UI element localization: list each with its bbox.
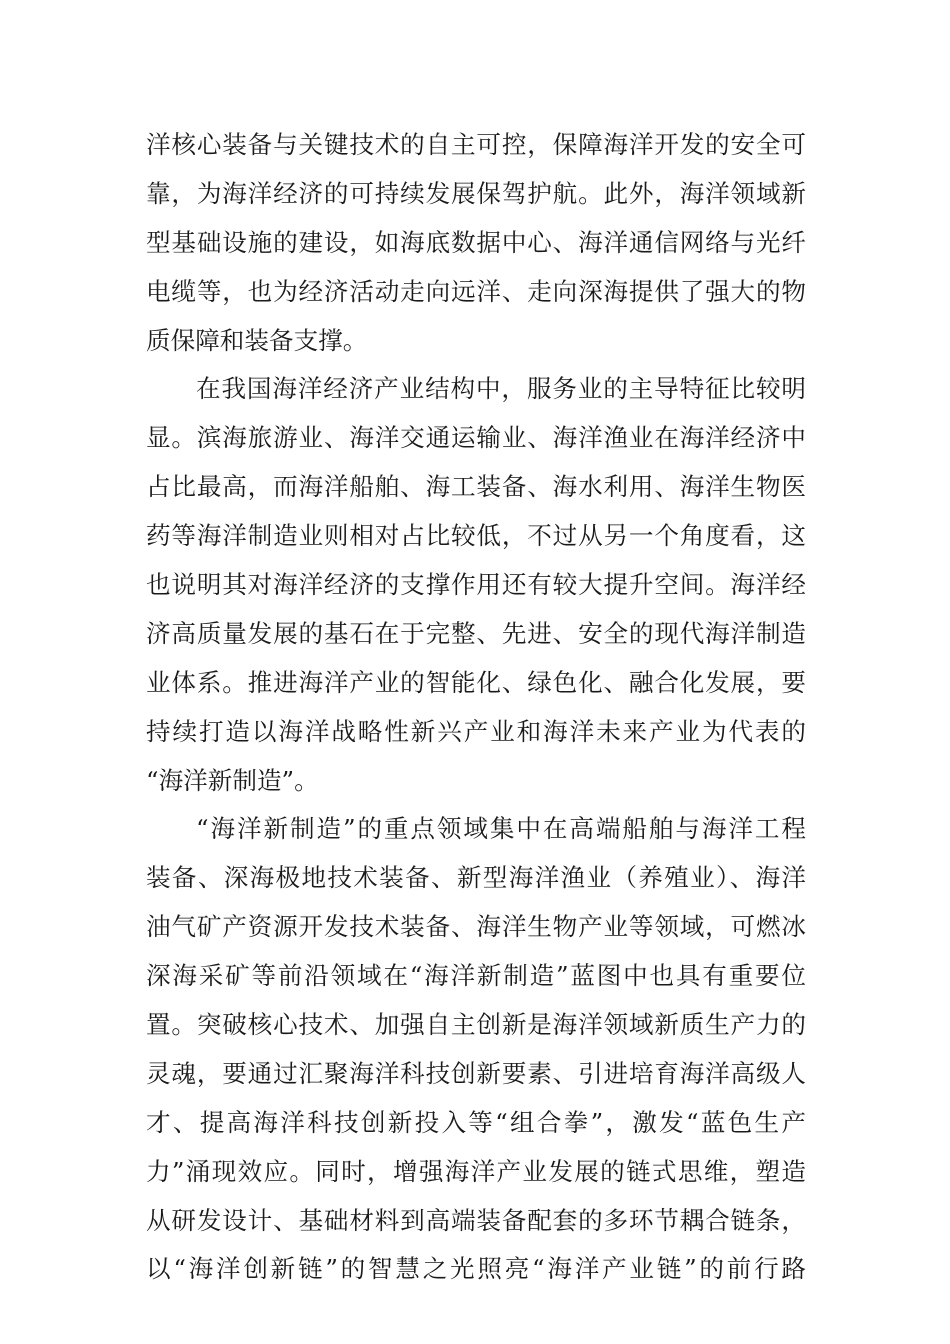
- text-line: 以“海洋创新链”的智慧之光照亮“海洋产业链”的前行路: [146, 1254, 806, 1284]
- text-line: 占比最高，而海洋船舶、海工装备、海水利用、海洋生物医: [146, 472, 806, 502]
- text-line: 持续打造以海洋战略性新兴产业和海洋未来产业为代表的: [146, 716, 806, 746]
- text-line: 济高质量发展的基石在于完整、先进、安全的现代海洋制造: [146, 618, 806, 648]
- text-line: 装备、深海极地技术装备、新型海洋渔业（养殖业）、海洋: [146, 863, 806, 893]
- text-line: 深海采矿等前沿领域在“海洋新制造”蓝图中也具有重要位: [146, 961, 806, 991]
- text-line: 电缆等，也为经济活动走向远洋、走向深海提供了强大的物: [146, 276, 806, 306]
- text-line: 显。滨海旅游业、海洋交通运输业、海洋渔业在海洋经济中: [146, 423, 806, 453]
- text-line: “海洋新制造”的重点领域集中在高端船舶与海洋工程: [196, 814, 806, 844]
- paragraph-2: [146, 365, 806, 805]
- text-line: 洋核心装备与关键技术的自主可控，保障海洋开发的安全可: [146, 130, 806, 159]
- text-line: 油气矿产资源开发技术装备、海洋生物产业等领域，可燃冰: [146, 912, 806, 942]
- text-line: 质保障和装备支撑。: [146, 325, 368, 355]
- text-line: 灵魂，要通过汇聚海洋科技创新要素、引进培育海洋高级人: [146, 1058, 806, 1088]
- text-line: 也说明其对海洋经济的支撑作用还有较大提升空间。海洋经: [146, 570, 806, 600]
- text-line: 药等海洋制造业则相对占比较低，不过从另一个角度看，这: [146, 521, 806, 551]
- text-line: 在我国海洋经济产业结构中，服务业的主导特征比较明: [196, 374, 806, 404]
- text-line: 才、提高海洋科技创新投入等“组合拳”，激发“蓝色生产: [146, 1107, 806, 1137]
- text-line: 业体系。推进海洋产业的智能化、绿色化、融合化发展，要: [146, 667, 806, 697]
- text-line: 型基础设施的建设，如海底数据中心、海洋通信网络与光纤: [146, 227, 806, 257]
- text-line: 靠，为海洋经济的可持续发展保驾护航。此外，海洋领域新: [146, 178, 806, 208]
- paragraph-1: [146, 121, 806, 365]
- paragraph-3: [146, 805, 806, 1294]
- text-line: 力”涌现效应。同时，增强海洋产业发展的链式思维，塑造: [146, 1156, 806, 1186]
- text-line: 从研发设计、基础材料到高端装备配套的多环节耦合链条，: [146, 1205, 806, 1235]
- body-text: [146, 121, 806, 1294]
- text-line: 置。突破核心技术、加强自主创新是海洋领域新质生产力的: [146, 1010, 806, 1040]
- text-line: “海洋新制造”。: [146, 765, 319, 795]
